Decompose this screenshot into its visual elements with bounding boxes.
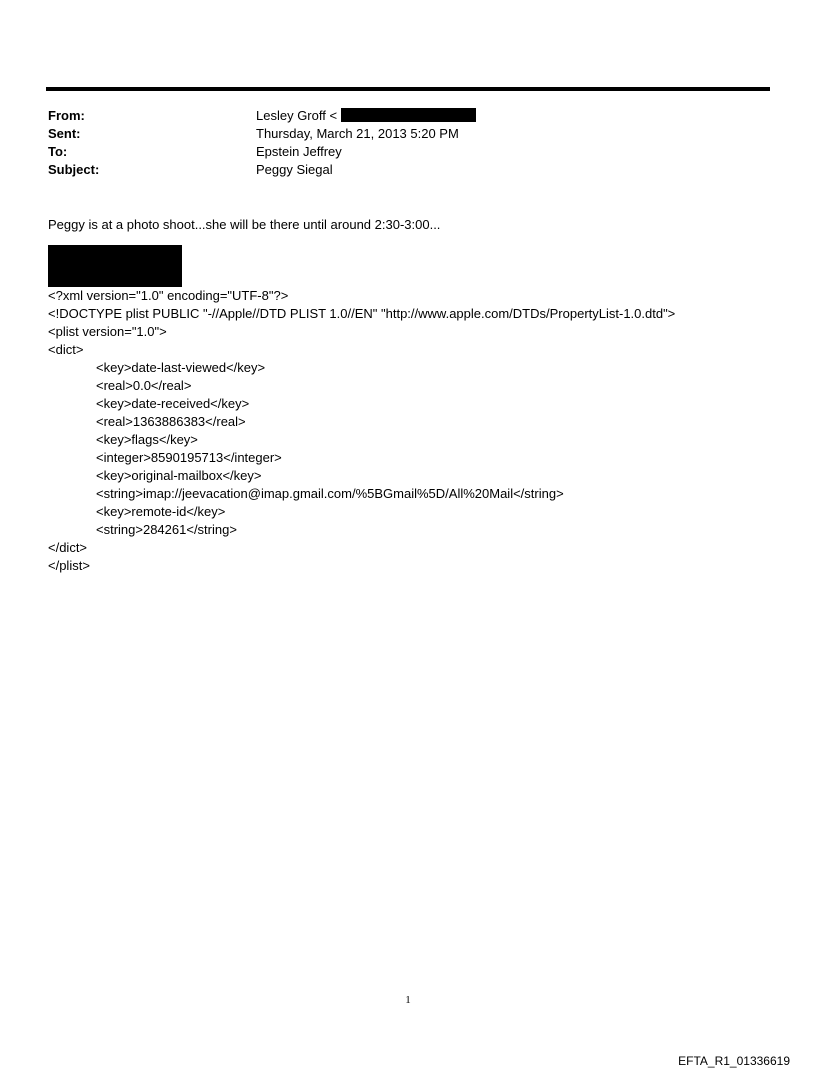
redaction-bar	[341, 108, 476, 122]
subject-label: Subject:	[48, 162, 100, 177]
xml-line: <plist version="1.0">	[48, 324, 167, 339]
to-value: Epstein Jeffrey	[256, 144, 342, 159]
xml-line: </plist>	[48, 558, 90, 573]
sent-label: Sent:	[48, 126, 81, 141]
from-value	[256, 107, 476, 125]
from-row	[48, 107, 768, 125]
from-label: From:	[48, 108, 85, 123]
to-row	[48, 143, 768, 161]
to-label: To:	[48, 144, 68, 159]
xml-line: <key>flags</key>	[96, 432, 198, 447]
xml-line: <key>remote-id</key>	[96, 504, 226, 519]
xml-line: <integer>8590195713</integer>	[96, 450, 282, 465]
from-sender: Lesley Groff <	[256, 108, 338, 123]
page-number: 1	[405, 994, 411, 1006]
xml-line: <key>date-last-viewed</key>	[96, 360, 266, 375]
redaction-block	[48, 245, 182, 287]
message-body: Peggy is at a photo shoot...she will be there until around 2:30-3:00...	[48, 217, 441, 232]
xml-line: <key>date-received</key>	[96, 396, 250, 411]
sent-row	[48, 125, 768, 143]
xml-line: <!DOCTYPE plist PUBLIC "-//Apple//DTD PLIST 1.0//EN" "http://www.apple.com/DTDs/PropertyList-1.0.dtd">	[48, 306, 676, 321]
xml-line: <?xml version="1.0" encoding="UTF-8"?>	[48, 288, 289, 303]
sent-value: Thursday, March 21, 2013 5:20 PM	[256, 126, 459, 141]
subject-value: Peggy Siegal	[256, 162, 333, 177]
xml-line: </dict>	[48, 540, 88, 555]
xml-line: <string>284261</string>	[96, 522, 237, 537]
header-rule	[46, 87, 770, 91]
xml-plist-block	[48, 287, 778, 575]
xml-line: <real>1363886383</real>	[96, 414, 246, 429]
xml-line: <key>original-mailbox</key>	[96, 468, 262, 483]
xml-line: <dict>	[48, 342, 84, 357]
xml-line: <real>0.0</real>	[96, 378, 192, 393]
subject-row	[48, 161, 768, 179]
document-id-stamp: EFTA_R1_01336619	[678, 1054, 790, 1068]
xml-line: <string>imap://jeevacation@imap.gmail.com/%5BGmail%5D/All%20Mail</string>	[96, 486, 564, 501]
